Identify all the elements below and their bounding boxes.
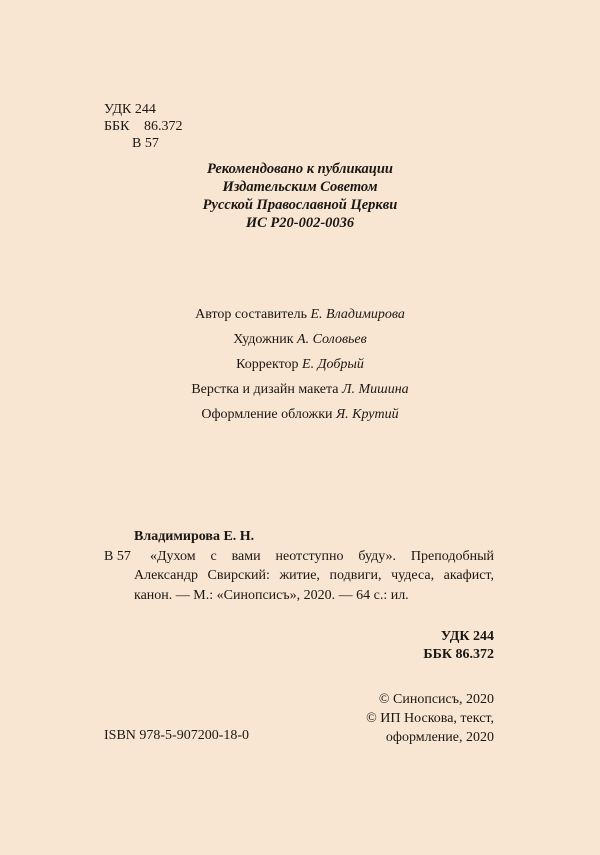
bbk-code-bottom: ББК 86.372	[423, 647, 494, 662]
credit-line-layout	[120, 377, 480, 402]
credit-line-corrector	[120, 352, 480, 377]
credit-role: Автор составитель	[195, 307, 307, 322]
bbk-label: ББК	[104, 119, 130, 134]
credit-name: Е. Владимирова	[310, 307, 405, 322]
bbk-value: 86.372	[144, 119, 183, 134]
udk-code-bottom: УДК 244	[440, 629, 494, 644]
bibliographic-record	[104, 527, 494, 605]
credit-role: Верстка и дизайн макета	[191, 382, 339, 397]
recommendation-line-1: Рекомендовано к публикации	[207, 161, 393, 177]
credit-role: Оформление обложки	[201, 407, 333, 422]
copyright-line-1: © Синопсисъ, 2020	[378, 692, 494, 707]
credit-line-author	[120, 302, 480, 327]
record-author-code: В 57	[104, 548, 131, 564]
isbn-number: ISBN 978-5-907200-18-0	[104, 728, 250, 743]
copyright-block	[366, 690, 494, 747]
credit-role: Художник	[233, 332, 294, 347]
bbk-code	[104, 118, 183, 135]
credit-name: Е. Добрый	[302, 357, 364, 372]
credit-line-cover	[120, 402, 480, 427]
author-sign-code: В 57	[132, 136, 159, 151]
recommendation-line-2: Издательским Советом	[222, 179, 378, 195]
recommendation-line-4: ИС Р20-002-0036	[245, 215, 355, 231]
classification-block-top	[104, 101, 183, 152]
credits-block	[120, 302, 480, 427]
classification-block-bottom	[423, 628, 494, 664]
udk-code: УДК 244	[104, 102, 156, 117]
credit-name: Л. Мишина	[342, 382, 409, 397]
recommendation-line-3: Русской Православной Церкви	[202, 197, 398, 213]
credit-line-artist	[120, 327, 480, 352]
copyright-line-2: © ИП Носкова, текст,	[366, 711, 494, 726]
record-description: «Духом с вами неотступно буду». Преподобный Александр Свирский: житие, подвиги, чудеса, акафист, канон. — М.: «Синопсисъ», 2020. — 64 с.: ил.	[134, 548, 494, 603]
credit-name: Я. Крутий	[335, 407, 399, 422]
credit-role: Корректор	[236, 357, 299, 372]
credit-name: А. Соловьев	[297, 332, 367, 347]
copyright-line-3: оформление, 2020	[385, 730, 494, 745]
recommendation-block	[150, 160, 450, 232]
record-author: Владимирова Е. Н.	[134, 529, 255, 544]
